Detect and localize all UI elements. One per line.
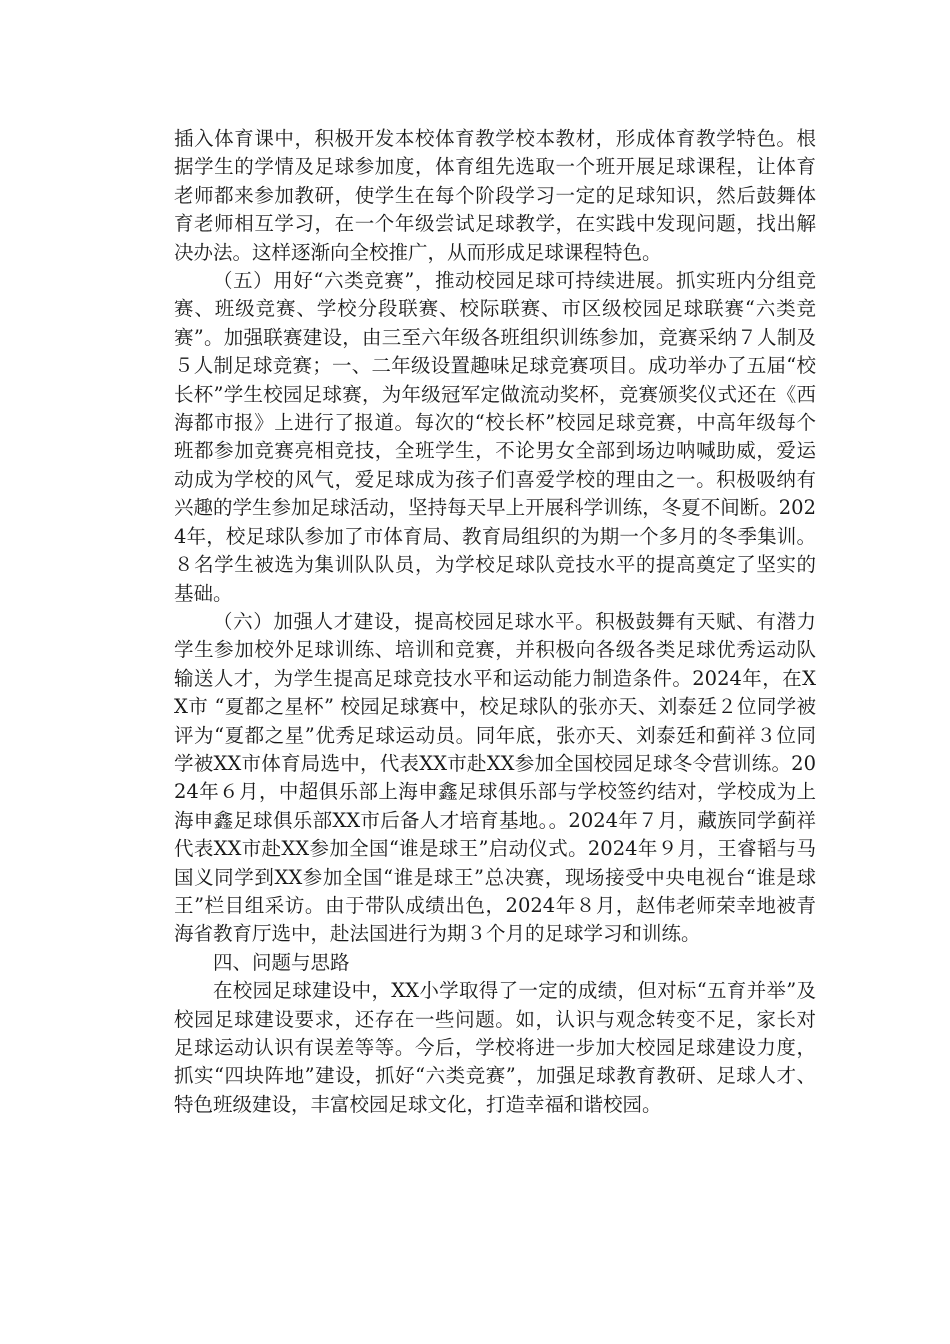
paragraph-six-competitions: （五）用好“六类竞赛”，推动校园足球可持续进展。抓实班内分组竞赛、班级竞赛、学校分段联赛、校际联赛、市区级校园足球联赛“六类竞赛”。加强联赛建设，由三至六年级各班组织训练参加，竞赛采纳７人制及５人制足球竞赛；一、二年级设置趣味足球竞赛项目。成功举办了五届“校长杯”学生校园足球赛，为年级冠军定做流动奖杯，竞赛颁奖仪式还在《西海都市报》上进行了报道。每次的“校长杯”校园足球竞赛，中高年级每个班都参加竞赛亮相竞技，全班学生，不论男女全部到场边呐喊助威，爱运动成为学校的风气，爱足球成为孩子们喜爱学校的理由之一。积极吸纳有兴趣的学生参加足球活动，坚持每天早上开展科学训练，冬夏不间断。2024年，校足球队参加了市体育局、教育局组织的为期一个多月的冬季集训。８名学生被选为集训队队员，为学校足球队竞技水平的提高奠定了坚实的基础。	[174, 269, 816, 605]
paragraph-curriculum: 插入体育课中，积极开发本校体育教学校本教材，形成体育教学特色。根据学生的学情及足球参加度，体育组先选取一个班开展足球课程，让体育老师都来参加教研，使学生在每个阶段学习一定的足球知识，然后鼓舞体育老师相互学习，在一个年级尝试足球教学，在实践中发现问题，找出解决办法。这样逐渐向全校推广，从而形成足球课程特色。	[174, 127, 816, 264]
document-body	[174, 125, 816, 1119]
paragraph-problems-and-plans: 在校园足球建设中，XX小学取得了一定的成绩，但对标“五育并举”及校园足球建设要求，还存在一些问题。如，认识与观念转变不足，家长对足球运动认识有误差等等。今后，学校将进一步加大校园足球建设力度，抓实“四块阵地”建设，抓好“六类竞赛”，加强足球教育教研、足球人才、特色班级建设，丰富校园足球文化，打造幸福和谐校园。	[174, 979, 816, 1116]
paragraph-talent-building: （六）加强人才建设，提高校园足球水平。积极鼓舞有天赋、有潜力学生参加校外足球训练、培训和竞赛，并积极向各级各类足球优秀运动队输送人才，为学生提高足球竞技水平和运动能力制造条件。2024年，在XX市 “夏都之星杯” 校园足球赛中，校足球队的张亦天、刘泰廷２位同学被评为“夏都之星”优秀足球运动员。同年底，张亦天、刘泰廷和蓟祥３位同学被XX市体育局选中，代表XX市赴XX参加全国校园足球冬令营训练。2024年６月，中超俱乐部上海申鑫足球俱乐部与学校签约结对，学校成为上海申鑫足球俱乐部XX市后备人才培育基地。。2024年７月，藏族同学蓟祥代表XX市赴XX参加全国“谁是球王”启动仪式。2024年９月，王睿韬与马国义同学到XX参加全国“谁是球王”总决赛，现场接受中央电视台“谁是球王”栏目组采访。由于带队成绩出色，2024年８月，赵伟老师荣幸地被青海省教育厅选中，赴法国进行为期３个月的足球学习和训练。	[174, 609, 816, 946]
section-heading-problems: 四、问题与思路	[213, 950, 350, 974]
